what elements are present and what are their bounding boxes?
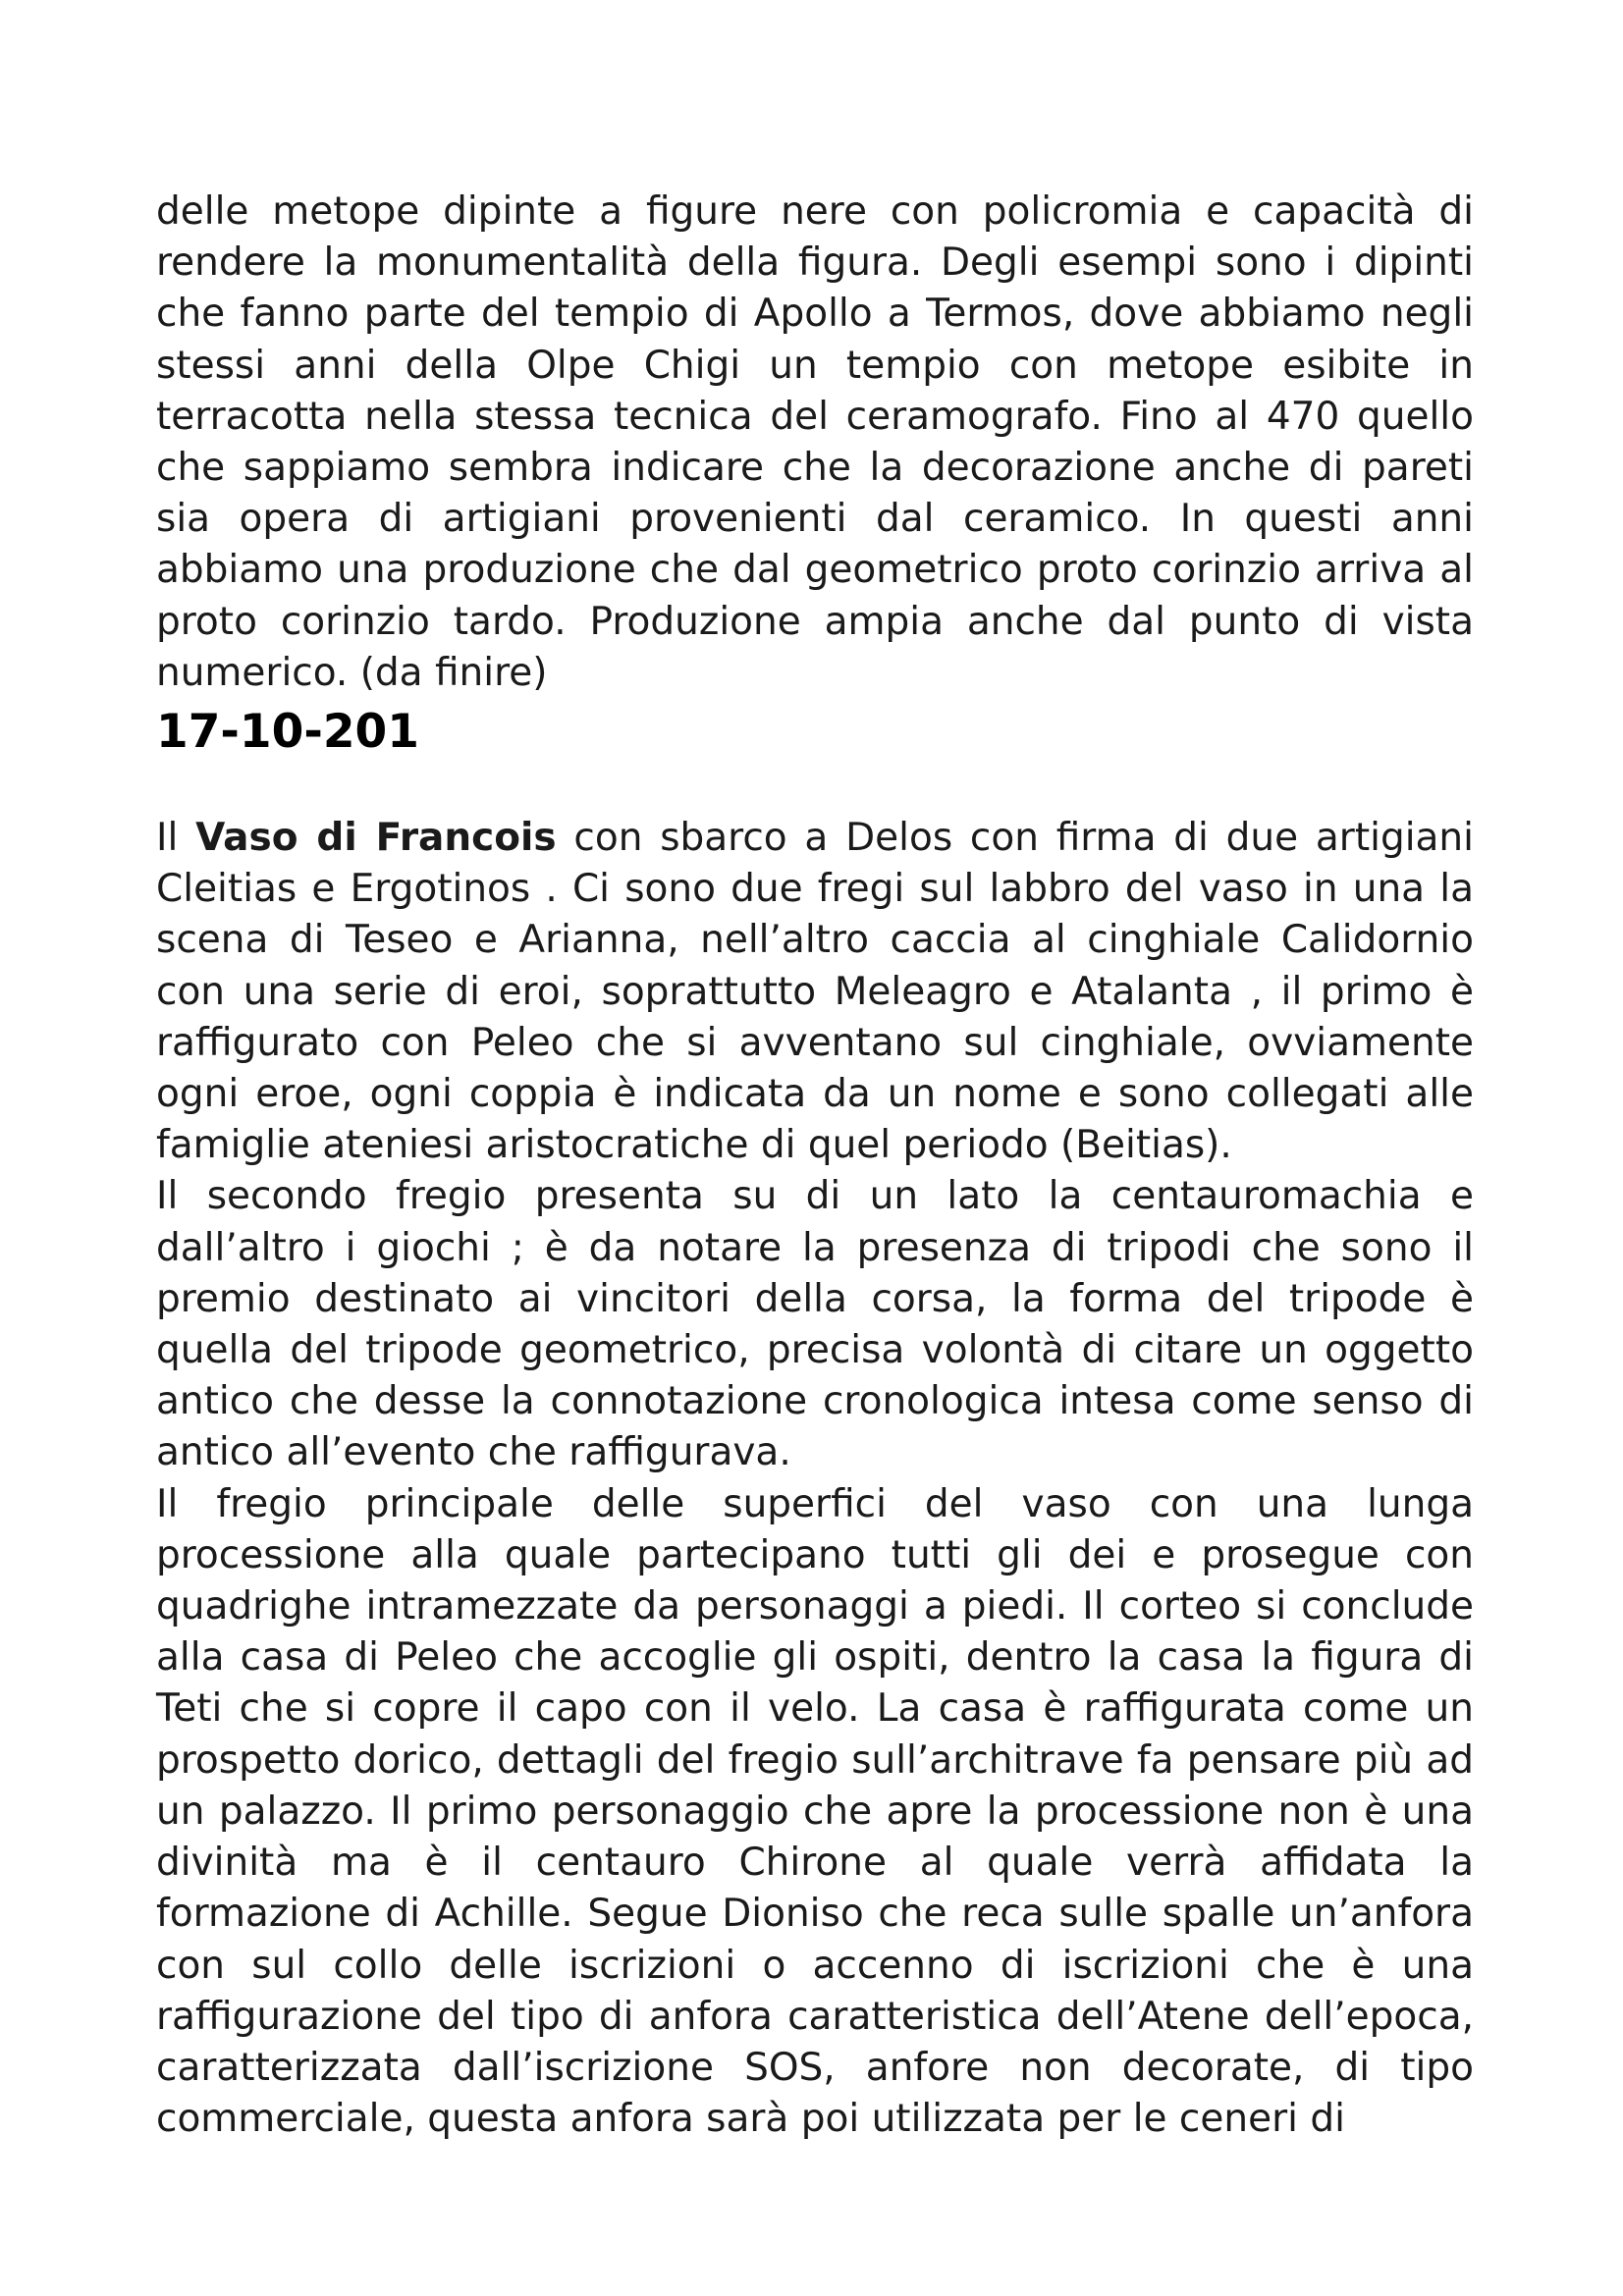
paragraph-vaso-francois bbox=[156, 813, 1474, 1171]
bold-term: Vaso di Francois bbox=[195, 816, 557, 861]
date-heading: 17-10-201 bbox=[156, 705, 419, 760]
document-page bbox=[156, 187, 1474, 2145]
paragraph-secondo-fregio: Il secondo fregio presenta su di un lato la centauromachia e dall’altro i giochi ; è da notare la presenza di tripodi che sono il premio destinato ai vincitori della corsa, la forma del tripode è quella del tripode geometrico, precisa volontà di citare un oggetto antico che desse la connotazione cronologica intesa come senso di antico all’evento che raffigurava. bbox=[156, 1174, 1474, 1475]
date-heading-block bbox=[156, 699, 1474, 813]
paragraph-prefix: Il bbox=[156, 816, 196, 861]
paragraph-fregio-principale: Il fregio principale delle superfici del vaso con una lunga processione alla quale partecipano tutti gli dei e prosegue con quadrighe intramezzate da personaggi a piedi. Il corteo si conclude alla casa di Peleo che accoglie gli ospiti, dentro la casa la figura di Teti che si copre il capo con il velo. La casa è raffigurata come un prospetto dorico, dettagli del fregio sull’architrave fa pensare più ad un palazzo. Il primo personaggio che apre la processione non è una divinità ma è il centauro Chirone al quale verrà affidata la formazione di Achille. Segue Dioniso che reca sulle spalle un’anfora con sul collo delle iscrizioni o accenno di iscrizioni che è una raffigurazione del tipo di anfora caratteristica dell’Atene dell’epoca, caratterizzata dall’iscrizione SOS, anfore non decorate, di tipo commerciale, questa anfora sarà poi utilizzata per le ceneri di bbox=[156, 1481, 1474, 2142]
paragraph-rest: con sbarco a Delos con firma di due artigiani Cleitias e Ergotinos . Ci sono due fregi sul labbro del vaso in una la scena di Teseo e Arianna, nell’altro caccia al cinghiale Calidornio con una serie di eroi, soprattutto Meleagro e Atalanta , il primo è raffigurato con Peleo che si avventano sul cinghiale, ovviamente ogni eroe, ogni coppia è indicata da un nome e sono collegati alle famiglie ateniesi aristocratiche di quel periodo (Beitias). bbox=[156, 816, 1474, 1168]
paragraph-intro: delle metope dipinte a figure nere con policromia e capacità di rendere la monumentalità della figura. Degli esempi sono i dipinti che fanno parte del tempio di Apollo a Termos, dove abbiamo negli stessi anni della Olpe Chigi un tempio con metope esibite in terracotta nella stessa tecnica del ceramografo. Fino al 470 quello che sappiamo sembra indicare che la decorazione anche di pareti sia opera di artigiani provenienti dal ceramico. In questi anni abbiamo una produzione che dal geometrico proto corinzio arriva al proto corinzio tardo. Produzione ampia anche dal punto di vista numerico. (da finire) bbox=[156, 189, 1474, 695]
